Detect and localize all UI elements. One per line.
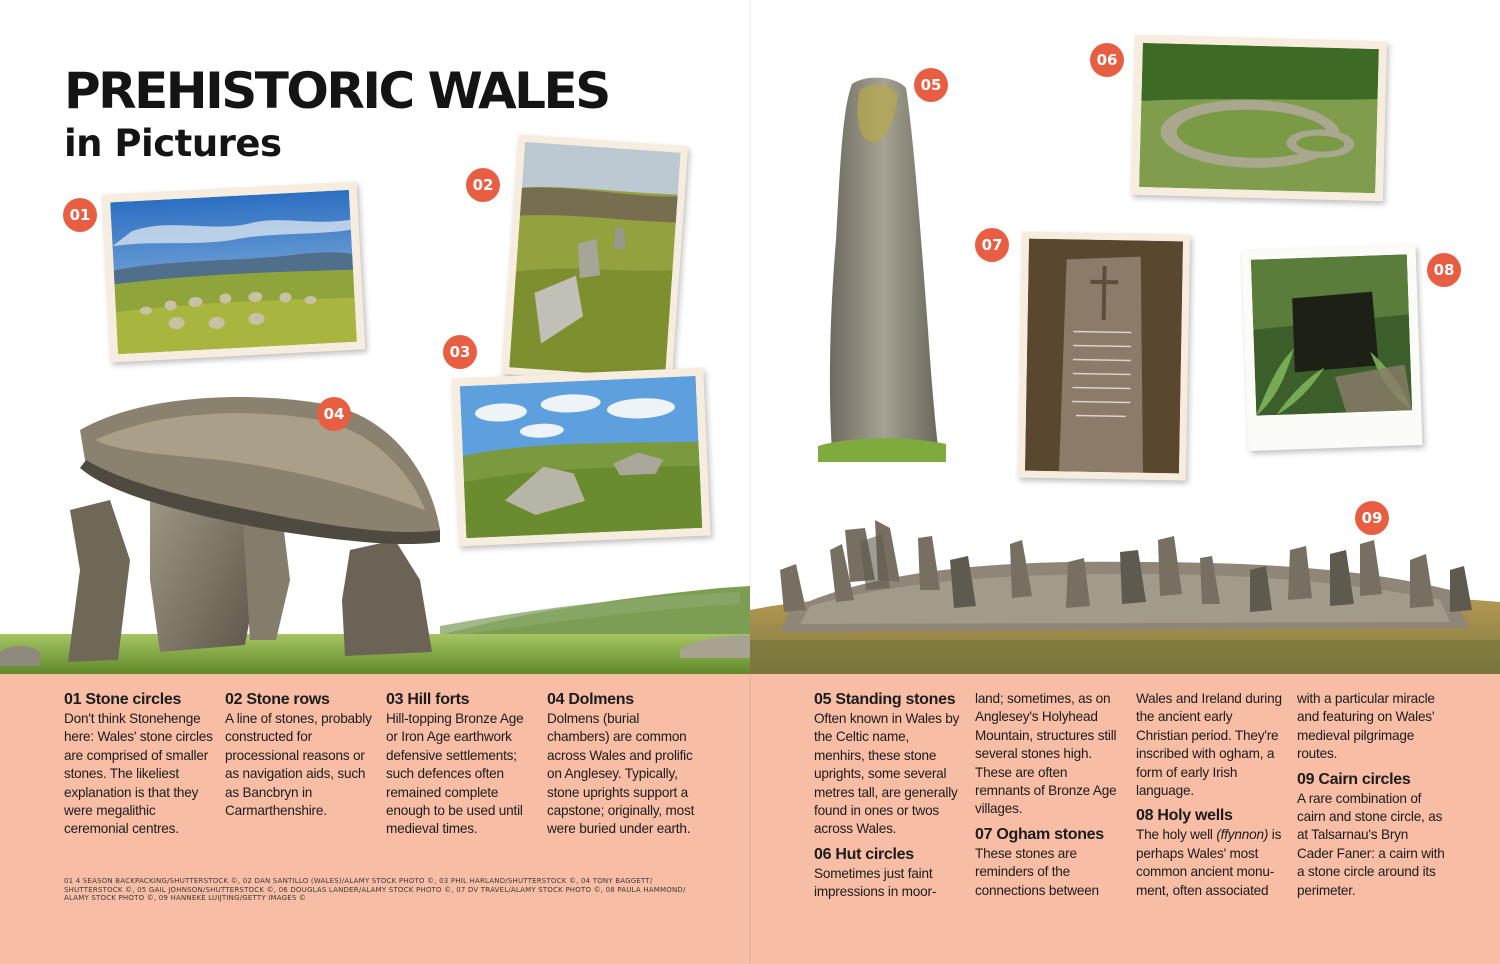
badge-07: 07 <box>975 228 1009 262</box>
photo-credits: 01 4 SEASON BACKPACKING/SHUTTERSTOCK ©, 02 DAN SANTILLO (WALES)/ALAMY STOCK PHOTO ©, 03 PHIL HARLAND/SHUTTERSTOCK ©, 04 TONY BAGGETT/ SHUTTERSTOCK ©, 05 GAIL JOHNSON/SHUTTERSTOCK ©, 06 DOUGLAS LANDER/ALAMY STOCK PHOTO ©, 07 DV TRAVEL/ALAMY STOCK PHOTO ©, 08 PAULA HAMMOND/ ALAMY STOCK PHOTO ©, 09 HANNEKE LUIJTING/GETTY IMAGES © <box>64 877 686 902</box>
caption-text: is perhaps Wales' most common ancient monu-ment, often associated <box>1136 827 1282 898</box>
page-title: PREHISTORIC WALES <box>64 62 609 120</box>
badge-05: 05 <box>914 68 948 102</box>
photo-hut-circle <box>1131 35 1387 202</box>
caption-hill-forts <box>386 690 536 839</box>
badge-03: 03 <box>443 335 477 369</box>
caption-dolmens <box>547 690 697 839</box>
photo-hill-fort <box>451 368 710 547</box>
photo-stone-row <box>502 134 688 385</box>
caption-body: Often known in Wales by the Celtic name, menhirs, these stone uprights, some several metres tall, are generally found in ones or twos across Wales. <box>814 711 960 837</box>
caption-body: land; sometimes, as on Anglesey's Holyhead Mountain, structures still several stones high. These are often remnants of Bronze Age villages. <box>975 691 1117 817</box>
standing-stone-photo <box>810 70 950 470</box>
caption-heading: 02 Stone rows <box>225 691 330 708</box>
badge-02: 02 <box>466 168 500 202</box>
caption-heading: 01 Stone circles <box>64 691 182 708</box>
caption-heading: 09 Cairn circles <box>1297 770 1411 788</box>
badge-01: 01 <box>63 198 97 232</box>
photo-stone-circle <box>102 181 365 362</box>
caption-body: These stones are reminders of the connections between <box>975 845 1099 898</box>
badge-08: 08 <box>1427 253 1461 287</box>
page-subtitle: in Pictures <box>64 122 282 165</box>
badge-04: 04 <box>317 397 351 431</box>
caption-col-8 <box>1297 690 1447 900</box>
caption-body: with a particular miracle and featuring on Wales' medieval pilgrimage routes. <box>1297 691 1435 762</box>
badge-06: 06 <box>1090 43 1124 77</box>
caption-stone-circles <box>64 690 214 839</box>
caption-emphasis: (ffynnon) <box>1216 827 1269 843</box>
caption-body: A line of stones, probably constructed for processional reasons or as navigation aids, such as Bancbryn in Carmarthenshire. <box>225 711 372 819</box>
caption-heading: 03 Hill forts <box>386 691 470 708</box>
caption-col-5 <box>814 690 962 902</box>
caption-body: Dolmens (burial chambers) are common across Wales and prolific on Anglesey. Typically, stone uprights support a capstone; originally, most were buried under earth. <box>547 711 695 837</box>
badge-09: 09 <box>1355 501 1389 535</box>
caption-heading: 08 Holy wells <box>1136 807 1233 825</box>
caption-col-6 <box>975 690 1125 900</box>
caption-col-7 <box>1136 690 1286 900</box>
photo-holy-well <box>1242 245 1423 451</box>
caption-body: A rare combination of cairn and stone circle, as at Talsarnau's Bryn Cader Faner: a cairn with a stone circle around its perimeter. <box>1297 790 1445 898</box>
caption-text: The holy well <box>1136 827 1217 843</box>
photo-ogham-stone <box>1018 232 1190 481</box>
caption-body: Hill-topping Bronze Age or Iron Age earthwork defensive settlements; such defences often remained complete enough to be used until medieval times. <box>386 711 524 837</box>
caption-heading: 04 Dolmens <box>547 691 634 708</box>
caption-body: Don't think Stonehenge here: Wales' stone circles are comprised of smaller stones. The likeliest explanation is that they were megalithic ceremonial centres. <box>64 711 213 837</box>
cairn-circle-photo <box>750 510 1500 674</box>
caption-body: Sometimes just faint impressions in moor- <box>814 865 937 900</box>
caption-heading: 07 Ogham stones <box>975 825 1104 843</box>
caption-body: Wales and Ireland during the ancient early Christian period. They're inscribed with ogham, a form of early Irish language. <box>1136 691 1282 799</box>
caption-heading: 06 Hut circles <box>814 845 914 863</box>
caption-body <box>1136 826 1286 900</box>
caption-heading: 05 Standing stones <box>814 691 956 708</box>
caption-stone-rows <box>225 690 375 820</box>
